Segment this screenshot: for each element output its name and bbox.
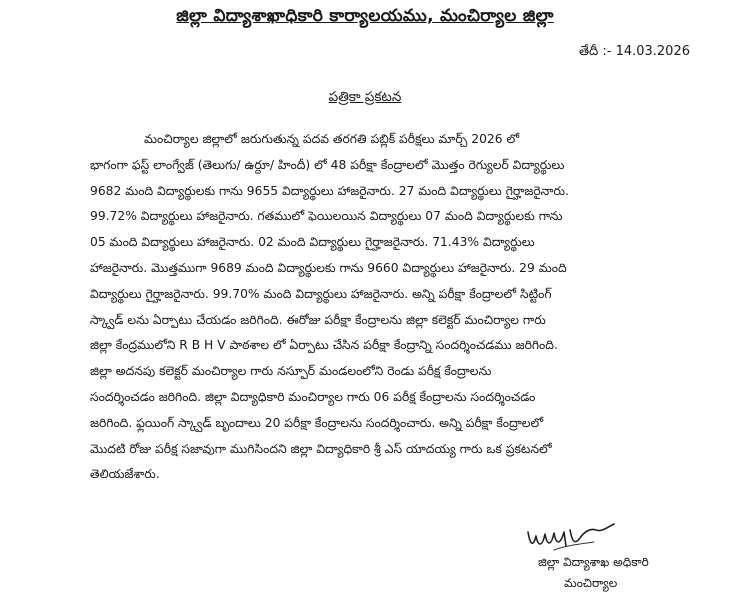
- press-release-heading: పత్రికా ప్రకటన: [328, 89, 402, 105]
- body-line: విద్యార్థులు గైర్హాజరైనారు. 99.70% మంది విద్యార్థులు హాజరైనారు. అన్ని పరీక్షా కేంద్రాలలో సిట్టింగ్: [90, 286, 552, 301]
- body-line: సందర్శించడం జరిగింది. జిల్లా విద్యాధికారి మంచిర్యాల గారు 06 పరీక్ష కేంద్రాలను సందర్శించడం: [90, 389, 536, 404]
- body-line: 05 మంది విద్యార్థులు హాజరైనారు. 02 మంది విద్యార్థులు గైర్హాజరైనారు. 71.43% విద్యార్థులు: [90, 235, 535, 250]
- body-line: తెలియజేశారు.: [90, 467, 160, 482]
- office-title: జిల్లా విద్యాశాఖాధికారి కార్యాలయము, మంచిర్యాల జిల్లా: [176, 6, 554, 26]
- body-line: 99.72% విద్యార్థులు హాజరైనారు. గతములో ఫెయిలయిన విద్యార్థులు 07 మంది విద్యార్థులకు గాను: [90, 209, 563, 224]
- body-line: జిల్లా అదనపు కలెక్టర్ మంచిర్యాల గారు నస్పూర్ మండలంలోని రెండు పరీక్ష కేంద్రాలను: [90, 364, 492, 379]
- body-line: 9682 మంది విద్యార్థులకు గాను 9655 విద్యార్థులు హాజరైనారు. 27 మంది విద్యార్థులు గైర్హాజరైనారు.: [90, 183, 569, 198]
- body-line: భాగంగా ఫస్ట్ లాంగ్వేజ్ (తెలుగు/ ఉర్దూ/ హిందీ) లో 48 పరీక్షా కేంద్రాలలో మొత్తం రెగ్యులర్ విద్యార్థులు: [90, 157, 565, 172]
- signatory-title: జిల్లా విద్యాశాఖ అధికారి: [538, 555, 649, 569]
- release-date: తేదీ :- 14.03.2026: [578, 44, 690, 59]
- body-line: స్క్వాడ్ లను ఏర్పాటు చేయడం జరిగింది. ఈరోజు పరీక్షా కేంద్రాలను జిల్లా కలెక్టర్ మంచిర్యాల గారు: [90, 312, 546, 327]
- press-release-body: [90, 127, 695, 488]
- body-line: జిల్లా కేంద్రములోని R B H V పాఠశాల లో ఏర్పాటు చేసిన పరీక్షా కేంద్రాన్ని సందర్శించడము జరిగింది.: [90, 338, 558, 353]
- body-line: హాజరైనారు. మొత్తముగా 9689 మంది విద్యార్థులకు గాను 9660 విద్యార్థులు హాజరైనారు. 29 మంది: [90, 260, 567, 275]
- body-line: మంచిర్యాల జిల్లాలో జరుగుతున్న పదవ తరగతి పబ్లిక్ పరీక్షలు మార్చ్ 2026 లో: [144, 132, 520, 146]
- signatory-place: మంచిర్యాల: [564, 576, 618, 590]
- body-line: జరిగింది. ఫ్లయింగ్ స్క్వాడ్ బృందాలు 20 పరీక్షా కేంద్రాలను సందర్శించారు. అన్ని పరీక్షా కేంద్రాలలో: [90, 415, 544, 430]
- signature-block: [520, 520, 720, 591]
- handwritten-signature: [524, 520, 619, 554]
- body-line: మొదటి రోజు పరీక్ష సజావుగా ముగిసిందని జిల్లా విద్యాధికారి శ్రీ ఎస్ యాదయ్య గారు ఒక ప్రకటనలో: [90, 441, 552, 456]
